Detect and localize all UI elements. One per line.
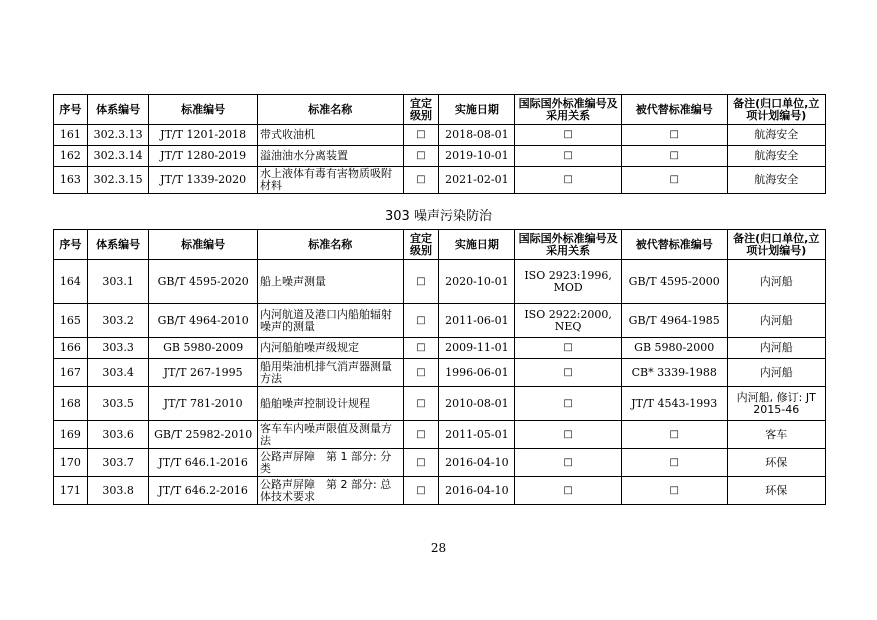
remark-cell: 客车 — [727, 421, 825, 449]
replaced-standard-cell: CB* 3339-1988 — [621, 359, 727, 387]
header-row-number: 序号 — [54, 95, 88, 125]
level-cell: □ — [403, 125, 439, 146]
replaced-standard-cell: GB/T 4964-1985 — [621, 304, 727, 338]
replaced-standard-cell: □ — [621, 125, 727, 146]
level-cell: □ — [403, 146, 439, 167]
standard-code-cell: GB 5980-2009 — [149, 338, 258, 359]
standards-table-303 — [53, 229, 826, 505]
level-cell: □ — [403, 304, 439, 338]
effective-date-cell: 2020-10-01 — [439, 260, 515, 304]
effective-date-cell: 2016-04-10 — [439, 449, 515, 477]
system-code-cell: 302.3.15 — [87, 167, 149, 194]
intl-standard-cell: □ — [515, 146, 622, 167]
table-row — [54, 387, 826, 421]
standard-name-cell: 内河航道及港口内船舶辐射噪声的测量 — [258, 304, 404, 338]
system-code-cell: 303.8 — [87, 477, 149, 505]
level-cell: □ — [403, 359, 439, 387]
row-number-cell: 167 — [54, 359, 88, 387]
standard-code-cell: JT/T 1201-2018 — [149, 125, 258, 146]
intl-standard-cell: □ — [515, 387, 622, 421]
level-cell: □ — [403, 167, 439, 194]
intl-standard-cell: □ — [515, 125, 622, 146]
replaced-standard-cell: □ — [621, 477, 727, 505]
system-code-cell: 303.6 — [87, 421, 149, 449]
header-row-number: 序号 — [54, 230, 88, 260]
intl-standard-cell: □ — [515, 421, 622, 449]
row-number-cell: 170 — [54, 449, 88, 477]
level-cell: □ — [403, 421, 439, 449]
header-replaced-standard: 被代替标准编号 — [621, 230, 727, 260]
standard-code-cell: JT/T 1339-2020 — [149, 167, 258, 194]
effective-date-cell: 2021-02-01 — [439, 167, 515, 194]
header-system-code: 体系编号 — [87, 230, 149, 260]
table-header-row — [54, 95, 826, 125]
row-number-cell: 169 — [54, 421, 88, 449]
table-row — [54, 260, 826, 304]
row-number-cell: 166 — [54, 338, 88, 359]
table-row — [54, 359, 826, 387]
intl-standard-cell: ISO 2923:1996, MOD — [515, 260, 622, 304]
page-number: 28 — [430, 541, 447, 555]
header-standard-name: 标准名称 — [258, 230, 404, 260]
remark-cell: 航海安全 — [727, 125, 825, 146]
remark-cell: 内河船 — [727, 304, 825, 338]
table-row — [54, 338, 826, 359]
remark-cell: 航海安全 — [727, 167, 825, 194]
standard-name-cell: 船上噪声测量 — [258, 260, 404, 304]
level-cell: □ — [403, 387, 439, 421]
standard-code-cell: GB/T 25982-2010 — [149, 421, 258, 449]
effective-date-cell: 2018-08-01 — [439, 125, 515, 146]
header-remark: 备注(归口单位,立项计划编号) — [727, 95, 825, 125]
row-number-cell: 163 — [54, 167, 88, 194]
effective-date-cell: 1996-06-01 — [439, 359, 515, 387]
standard-code-cell: GB/T 4964-2010 — [149, 304, 258, 338]
table-header-row — [54, 230, 826, 260]
intl-standard-cell: □ — [515, 449, 622, 477]
table-row — [54, 167, 826, 194]
header-remark: 备注(归口单位,立项计划编号) — [727, 230, 825, 260]
section-title: 303 噪声污染防治 — [385, 209, 492, 224]
table-row — [54, 421, 826, 449]
standard-code-cell: GB/T 4595-2020 — [149, 260, 258, 304]
header-replaced-standard: 被代替标准编号 — [621, 95, 727, 125]
effective-date-cell: 2019-10-01 — [439, 146, 515, 167]
standard-name-cell: 内河船舶噪声级规定 — [258, 338, 404, 359]
remark-cell: 内河船, 修订: JT 2015-46 — [727, 387, 825, 421]
intl-standard-cell: □ — [515, 359, 622, 387]
table-row — [54, 477, 826, 505]
header-intl-standard: 国际国外标准编号及采用关系 — [515, 95, 622, 125]
replaced-standard-cell: □ — [621, 421, 727, 449]
system-code-cell: 303.1 — [87, 260, 149, 304]
row-number-cell: 171 — [54, 477, 88, 505]
standard-code-cell: JT/T 267-1995 — [149, 359, 258, 387]
standard-name-cell: 带式收油机 — [258, 125, 404, 146]
system-code-cell: 302.3.14 — [87, 146, 149, 167]
standard-name-cell: 客车车内噪声限值及测量方法 — [258, 421, 404, 449]
standard-code-cell: JT/T 646.2-2016 — [149, 477, 258, 505]
header-system-code: 体系编号 — [87, 95, 149, 125]
standard-name-cell: 水上液体有毒有害物质吸附材料 — [258, 167, 404, 194]
header-effective-date: 实施日期 — [439, 95, 515, 125]
standard-code-cell: JT/T 1280-2019 — [149, 146, 258, 167]
standards-table-302 — [53, 94, 826, 194]
standard-code-cell: JT/T 646.1-2016 — [149, 449, 258, 477]
remark-cell: 环保 — [727, 477, 825, 505]
header-standard-name: 标准名称 — [258, 95, 404, 125]
table-row — [54, 125, 826, 146]
system-code-cell: 302.3.13 — [87, 125, 149, 146]
intl-standard-cell: ISO 2922:2000, NEQ — [515, 304, 622, 338]
row-number-cell: 168 — [54, 387, 88, 421]
replaced-standard-cell: GB 5980-2000 — [621, 338, 727, 359]
level-cell: □ — [403, 477, 439, 505]
effective-date-cell: 2010-08-01 — [439, 387, 515, 421]
replaced-standard-cell: □ — [621, 146, 727, 167]
table-row — [54, 304, 826, 338]
standard-name-cell: 船用柴油机排气消声器测量方法 — [258, 359, 404, 387]
effective-date-cell: 2011-05-01 — [439, 421, 515, 449]
standard-name-cell: 公路声屏障 第 1 部分: 分类 — [258, 449, 404, 477]
replaced-standard-cell: □ — [621, 449, 727, 477]
standard-name-cell: 公路声屏障 第 2 部分: 总体技术要求 — [258, 477, 404, 505]
remark-cell: 内河船 — [727, 338, 825, 359]
system-code-cell: 303.3 — [87, 338, 149, 359]
header-intl-standard: 国际国外标准编号及采用关系 — [515, 230, 622, 260]
row-number-cell: 165 — [54, 304, 88, 338]
remark-cell: 内河船 — [727, 260, 825, 304]
level-cell: □ — [403, 260, 439, 304]
intl-standard-cell: □ — [515, 477, 622, 505]
intl-standard-cell: □ — [515, 338, 622, 359]
standard-code-cell: JT/T 781-2010 — [149, 387, 258, 421]
standard-name-cell: 溢油油水分离装置 — [258, 146, 404, 167]
table-row — [54, 449, 826, 477]
header-effective-date: 实施日期 — [439, 230, 515, 260]
effective-date-cell: 2011-06-01 — [439, 304, 515, 338]
remark-cell: 内河船 — [727, 359, 825, 387]
level-cell: □ — [403, 449, 439, 477]
header-standard-code: 标准编号 — [149, 230, 258, 260]
table-row — [54, 146, 826, 167]
level-cell: □ — [403, 338, 439, 359]
header-standard-code: 标准编号 — [149, 95, 258, 125]
effective-date-cell: 2009-11-01 — [439, 338, 515, 359]
standard-name-cell: 船舶噪声控制设计规程 — [258, 387, 404, 421]
replaced-standard-cell: JT/T 4543-1993 — [621, 387, 727, 421]
header-level: 宜定级别 — [403, 95, 439, 125]
effective-date-cell: 2016-04-10 — [439, 477, 515, 505]
system-code-cell: 303.2 — [87, 304, 149, 338]
row-number-cell: 164 — [54, 260, 88, 304]
replaced-standard-cell: □ — [621, 167, 727, 194]
remark-cell: 环保 — [727, 449, 825, 477]
system-code-cell: 303.5 — [87, 387, 149, 421]
system-code-cell: 303.7 — [87, 449, 149, 477]
system-code-cell: 303.4 — [87, 359, 149, 387]
header-level: 宜定级别 — [403, 230, 439, 260]
replaced-standard-cell: GB/T 4595-2000 — [621, 260, 727, 304]
row-number-cell: 161 — [54, 125, 88, 146]
intl-standard-cell: □ — [515, 167, 622, 194]
remark-cell: 航海安全 — [727, 146, 825, 167]
row-number-cell: 162 — [54, 146, 88, 167]
